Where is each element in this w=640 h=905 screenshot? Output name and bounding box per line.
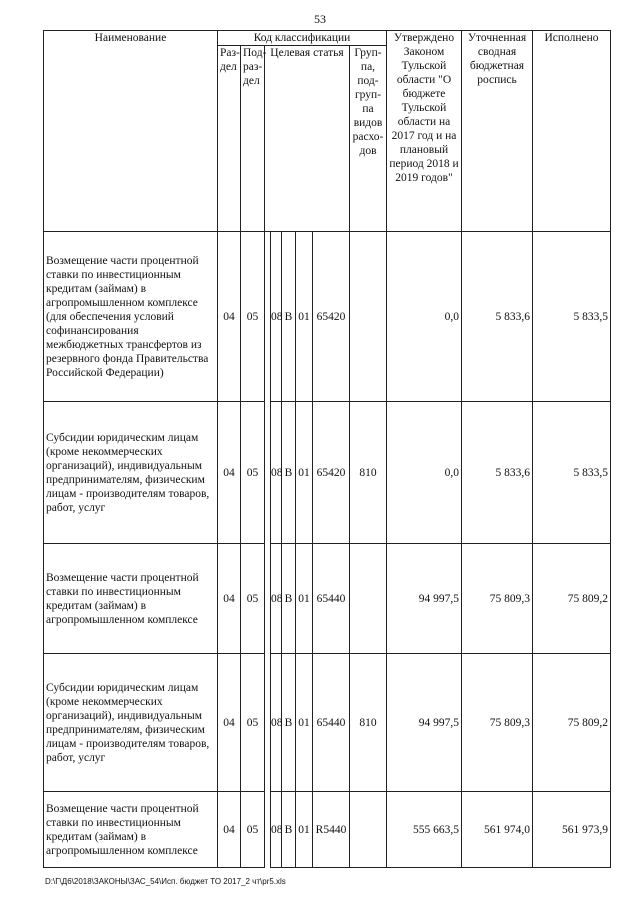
row-podrazdel: 05 <box>241 654 265 792</box>
row-approved: 0,0 <box>387 232 462 402</box>
row-target-4: R5440 <box>313 792 350 868</box>
row-group: 810 <box>350 402 387 544</box>
row-target-4: 65440 <box>313 544 350 654</box>
row-podrazdel: 05 <box>241 544 265 654</box>
table-row <box>44 232 611 402</box>
header-razdel: Раз- дел <box>218 46 241 232</box>
row-target-4: 65420 <box>313 232 350 402</box>
header-target: Целевая статья <box>265 46 350 232</box>
row-target-2: В <box>282 654 296 792</box>
row-executed: 5 833,5 <box>533 232 611 402</box>
row-approved: 0,0 <box>387 402 462 544</box>
row-refined: 561 974,0 <box>462 792 533 868</box>
file-path-footer: D:\Г\Д6\2018\ЗАКОНЫ\ЗАС_54\Исп. бюджет ТО 2017_2 чт\pr5.xls <box>45 877 286 886</box>
row-razdel: 04 <box>218 544 241 654</box>
row-name: Возмещение части процентной ставки по инвестиционным кредитам (займам) в агропромышленном комплексе <box>44 544 218 654</box>
row-group: 810 <box>350 654 387 792</box>
row-approved: 94 997,5 <box>387 544 462 654</box>
row-razdel: 04 <box>218 402 241 544</box>
header-podrazdel: Под- раз- дел <box>241 46 265 232</box>
row-target-1: 08 <box>271 792 282 868</box>
header-code-classification: Код классификации <box>218 31 387 46</box>
row-target-3: 01 <box>296 232 313 402</box>
row-refined: 75 809,3 <box>462 544 533 654</box>
row-target-1: 08 <box>271 232 282 402</box>
row-executed: 75 809,2 <box>533 654 611 792</box>
table-row <box>44 402 611 544</box>
row-target-4: 65440 <box>313 654 350 792</box>
page-number: 53 <box>314 12 326 26</box>
header-approved: Утверждено Законом Тульской области "О бюджете Тульской области на 2017 год и на плановый период 2018 и 2019 годов" <box>387 31 462 232</box>
row-name: Субсидии юридическим лицам (кроме некоммерческих организаций), индивидуальным предпринимателям, физическим лицам - производителям товаров, работ, услуг <box>44 402 218 544</box>
table-row <box>44 544 611 654</box>
table-row <box>44 654 611 792</box>
row-target-2: В <box>282 544 296 654</box>
row-target-1: 08 <box>271 654 282 792</box>
row-executed: 561 973,9 <box>533 792 611 868</box>
row-executed: 75 809,2 <box>533 544 611 654</box>
table-row <box>44 792 611 868</box>
row-target-3: 01 <box>296 402 313 544</box>
row-target-2: В <box>282 792 296 868</box>
row-podrazdel: 05 <box>241 792 265 868</box>
row-razdel: 04 <box>218 232 241 402</box>
row-target-1: 08 <box>271 544 282 654</box>
row-group <box>350 232 387 402</box>
row-razdel: 04 <box>218 792 241 868</box>
header-group: Груп- па, под- груп- па видов расхо- дов <box>350 46 387 232</box>
row-target-4: 65420 <box>313 402 350 544</box>
row-refined: 5 833,6 <box>462 232 533 402</box>
row-name: Субсидии юридическим лицам (кроме некоммерческих организаций), индивидуальным предпринимателям, физическим лицам - производителям товаров, работ, услуг <box>44 654 218 792</box>
row-executed: 5 833,5 <box>533 402 611 544</box>
row-target-3: 01 <box>296 792 313 868</box>
row-name: Возмещение части процентной ставки по инвестиционным кредитам (займам) в агропромышленном комплексе (для обеспечения условий софинансирования межбюджетных трансфертов из резервного фонда Правительства Российской Федерации) <box>44 232 218 402</box>
row-group <box>350 544 387 654</box>
header-name: Наименование <box>44 31 218 232</box>
row-razdel: 04 <box>218 654 241 792</box>
budget-table <box>43 30 611 868</box>
row-approved: 555 663,5 <box>387 792 462 868</box>
row-refined: 5 833,6 <box>462 402 533 544</box>
row-name: Возмещение части процентной ставки по инвестиционным кредитам (займам) в агропромышленном комплексе <box>44 792 218 868</box>
row-target-2: В <box>282 232 296 402</box>
row-podrazdel: 05 <box>241 402 265 544</box>
row-podrazdel: 05 <box>241 232 265 402</box>
row-target-3: 01 <box>296 544 313 654</box>
row-refined: 75 809,3 <box>462 654 533 792</box>
row-target-2: В <box>282 402 296 544</box>
header-refined: Уточненная сводная бюджетная роспись <box>462 31 533 232</box>
row-target-3: 01 <box>296 654 313 792</box>
row-target-1: 08 <box>271 402 282 544</box>
row-group <box>350 792 387 868</box>
row-approved: 94 997,5 <box>387 654 462 792</box>
header-executed: Исполнено <box>533 31 611 232</box>
